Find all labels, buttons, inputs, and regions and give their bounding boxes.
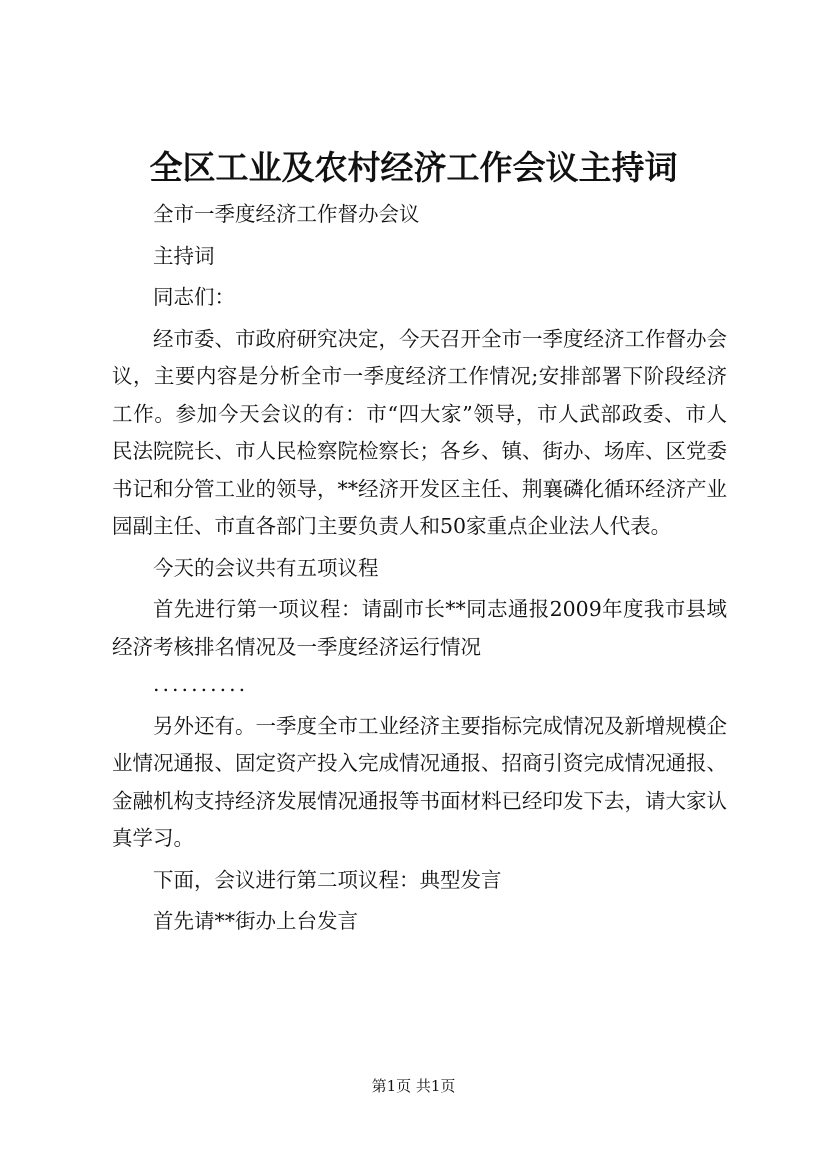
speech-type: 主持词: [153, 243, 215, 268]
document-body: [112, 196, 727, 941]
agenda-item-1: 首先进行第一项议程：请副市长**同志通报2009年度我市县域经济考核排名情况及一季度经济运行情况: [112, 597, 727, 659]
meeting-name: 全市一季度经济工作督办会议: [153, 202, 420, 226]
page-footer: 第1页 共1页: [371, 1077, 456, 1095]
agenda-item-2: 下面，会议进行第二项议程：典型发言: [153, 867, 502, 892]
greeting: 同志们：: [153, 285, 235, 309]
agenda-count: 今天的会议共有五项议程: [153, 555, 379, 580]
first-speaker: 首先请**街办上台发言: [153, 909, 358, 933]
document-title: 全区工业及农村经济工作会议主持词: [149, 148, 678, 187]
additional-materials: 另外还有。一季度全市工业经济主要指标完成情况及新增规模企业情况通报、固定资产投入完成情况通报、招商引资完成情况通报、金融机构支持经济发展情况通报等书面材料已经印发下去，请大家认真学习。: [112, 713, 727, 850]
ellipsis-separator: ..........: [153, 672, 249, 696]
opening-paragraph: 经市委、市政府研究决定，今天召开全市一季度经济工作督办会议，主要内容是分析全市一季度经济工作情况;安排部署下阶段经济工作。参加今天会议的有：市“四大家”领导，市人武部政委、市人民法院院长、市人民检察院检察长；各乡、镇、街办、场库、区党委书记和分管工业的领导，**经济开发区主任、荆襄磷化循环经济产业园副主任、市直各部门主要负责人和50家重点企业法人代表。: [112, 326, 727, 538]
